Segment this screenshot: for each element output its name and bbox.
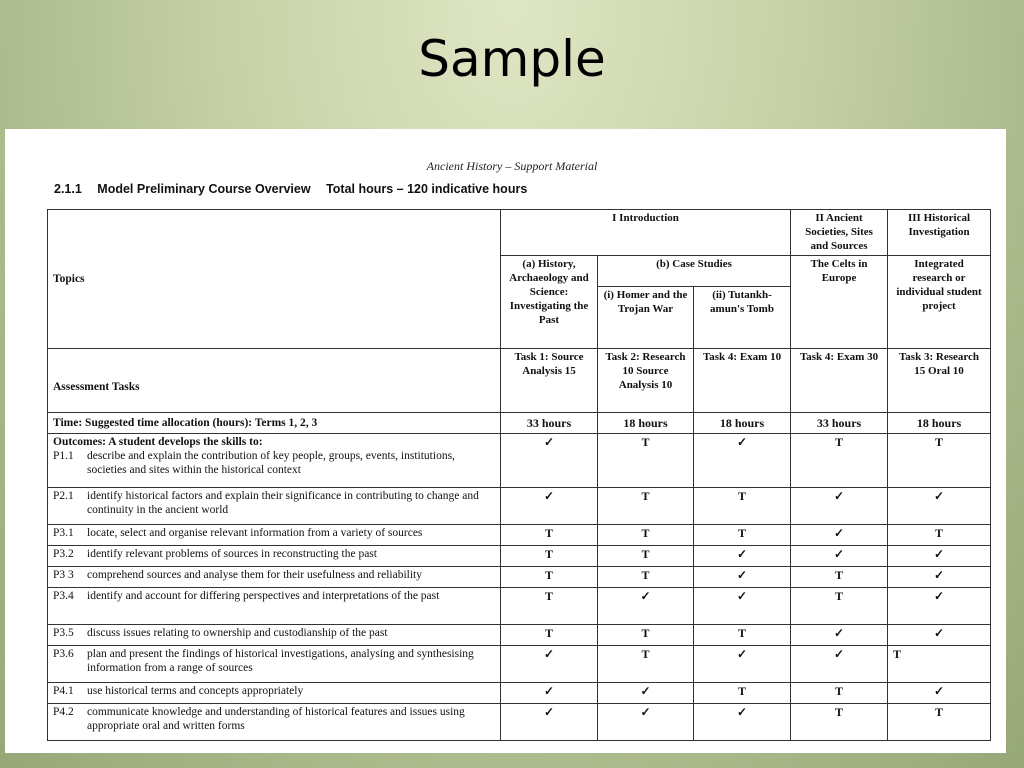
outcome-cell — [48, 434, 501, 488]
mark-cell: ✓ — [888, 567, 991, 588]
col-integrated: Integrated research or individual student project — [888, 256, 991, 349]
table-row — [48, 434, 991, 488]
hours-cell: 18 hours — [888, 413, 991, 434]
mark-cell: ✓ — [501, 646, 598, 683]
outcome-code: P3.5 — [53, 627, 74, 639]
section-title: Model Preliminary Course Overview — [97, 182, 311, 196]
group-introduction: I Introduction — [501, 210, 791, 256]
outcome-code: P3.6 — [53, 648, 74, 660]
col-homer-trojan: (i) Homer and the Trojan War — [598, 287, 694, 349]
mark-cell: T — [791, 588, 888, 625]
task-cell: Task 1: Source Analysis 15 — [501, 349, 598, 413]
mark-cell: ✓ — [888, 625, 991, 646]
mark-cell: ✓ — [694, 546, 791, 567]
table-row — [48, 525, 991, 546]
mark-cell: T — [694, 683, 791, 704]
outcome-text: discuss issues relating to ownership and custodianship of the past — [87, 627, 388, 639]
slide-title: Sample — [418, 30, 606, 88]
mark-cell: T — [694, 525, 791, 546]
mark-cell: T — [598, 546, 694, 567]
section-heading — [54, 182, 539, 196]
table-row — [48, 646, 991, 683]
outcome-text: describe and explain the contribution of key people, groups, events, institutions, societies and sites within the historical context — [87, 450, 455, 476]
hours-cell: 18 hours — [694, 413, 791, 434]
mark-cell: T — [598, 525, 694, 546]
outcome-text: identify historical factors and explain their significance in contributing to change and continuity in the ancient world — [87, 490, 479, 516]
table-row — [48, 546, 991, 567]
document-page — [5, 129, 1006, 753]
topics-label: Topics — [48, 210, 501, 349]
mark-cell: ✓ — [501, 683, 598, 704]
mark-cell: T — [694, 625, 791, 646]
outcome-code: P3.4 — [53, 590, 74, 602]
outcome-code: P3.2 — [53, 548, 74, 560]
outcome-code: P1.1 — [53, 450, 74, 462]
outcome-code: P3.1 — [53, 527, 74, 539]
mark-cell: T — [791, 704, 888, 741]
mark-cell: T — [694, 488, 791, 525]
mark-cell: ✓ — [598, 683, 694, 704]
mark-cell: ✓ — [501, 704, 598, 741]
mark-cell: T — [501, 525, 598, 546]
outcome-text: use historical terms and concepts appropriately — [87, 685, 304, 697]
task-cell: Task 4: Exam 30 — [791, 349, 888, 413]
mark-cell: T — [598, 488, 694, 525]
mark-cell: T — [888, 704, 991, 741]
mark-cell: T — [598, 625, 694, 646]
time-allocation-label: Time: Suggested time allocation (hours): Terms 1, 2, 3 — [48, 413, 501, 434]
mark-cell: ✓ — [598, 588, 694, 625]
outcome-code: P3 3 — [53, 569, 74, 581]
mark-cell: ✓ — [694, 434, 791, 488]
outcome-text: identify and account for differing perspectives and interpretations of the past — [87, 590, 440, 602]
mark-cell: T — [791, 567, 888, 588]
table-row — [48, 683, 991, 704]
outcome-code: P2.1 — [53, 490, 74, 502]
assessment-label: Assessment Tasks — [48, 349, 501, 413]
table-row — [48, 588, 991, 625]
mark-cell: T — [501, 567, 598, 588]
outcome-text: communicate knowledge and understanding of historical features and issues using appropriate oral and written forms — [87, 706, 465, 732]
mark-cell: ✓ — [791, 546, 888, 567]
outcome-text: identify relevant problems of sources in reconstructing the past — [87, 548, 377, 560]
mark-cell: ✓ — [791, 488, 888, 525]
mark-cell: T — [598, 567, 694, 588]
table-row — [48, 567, 991, 588]
group-ancient-societies: II Ancient Societies, Sites and Sources — [791, 210, 888, 256]
mark-cell: T — [888, 434, 991, 488]
total-hours: Total hours – 120 indicative hours — [326, 182, 528, 196]
mark-cell: ✓ — [694, 567, 791, 588]
mark-cell: T — [791, 683, 888, 704]
mark-cell: ✓ — [598, 704, 694, 741]
mark-cell: T — [501, 588, 598, 625]
mark-cell: ✓ — [791, 646, 888, 683]
table-row — [48, 704, 991, 741]
mark-cell: T — [888, 646, 991, 683]
mark-cell: ✓ — [888, 588, 991, 625]
table-row — [48, 488, 991, 525]
outcome-text: locate, select and organise relevant information from a variety of sources — [87, 527, 423, 539]
mark-cell: T — [791, 434, 888, 488]
mark-cell: ✓ — [888, 546, 991, 567]
hours-cell: 18 hours — [598, 413, 694, 434]
mark-cell: ✓ — [501, 434, 598, 488]
outcome-code: P4.2 — [53, 706, 74, 718]
mark-cell: ✓ — [694, 588, 791, 625]
task-cell: Task 4: Exam 10 — [694, 349, 791, 413]
table-row — [48, 625, 991, 646]
mark-cell: ✓ — [791, 525, 888, 546]
outcomes-intro: Outcomes: A student develops the skills to: — [53, 436, 263, 448]
section-number: 2.1.1 — [54, 182, 82, 196]
mark-cell: ✓ — [888, 488, 991, 525]
mark-cell: T — [501, 546, 598, 567]
mark-cell: T — [501, 625, 598, 646]
col-celts: The Celts in Europe — [791, 256, 888, 349]
outcome-code: P4.1 — [53, 685, 74, 697]
mark-cell: ✓ — [694, 704, 791, 741]
mark-cell: ✓ — [501, 488, 598, 525]
hours-cell: 33 hours — [791, 413, 888, 434]
mark-cell: ✓ — [888, 683, 991, 704]
task-cell: Task 2: Research 10 Source Analysis 10 — [598, 349, 694, 413]
document-header: Ancient History – Support Material — [426, 159, 598, 173]
task-cell: Task 3: Research 15 Oral 10 — [888, 349, 991, 413]
hours-cell: 33 hours — [501, 413, 598, 434]
mark-cell: T — [598, 434, 694, 488]
outcome-text: comprehend sources and analyse them for their usefulness and reliability — [87, 569, 422, 581]
col-tutankhamun: (ii) Tutankh-amun's Tomb — [694, 287, 791, 349]
course-overview-table — [47, 209, 991, 741]
mark-cell: T — [598, 646, 694, 683]
mark-cell: ✓ — [791, 625, 888, 646]
mark-cell: T — [888, 525, 991, 546]
group-historical-investigation: III Historical Investigation — [888, 210, 991, 256]
col-case-studies: (b) Case Studies — [598, 256, 791, 287]
outcome-text: plan and present the findings of historical investigations, analysing and synthesising information from a range of sources — [87, 648, 474, 674]
col-history-archaeology: (a) History, Archaeology and Science: Investigating the Past — [501, 256, 598, 349]
mark-cell: ✓ — [694, 646, 791, 683]
